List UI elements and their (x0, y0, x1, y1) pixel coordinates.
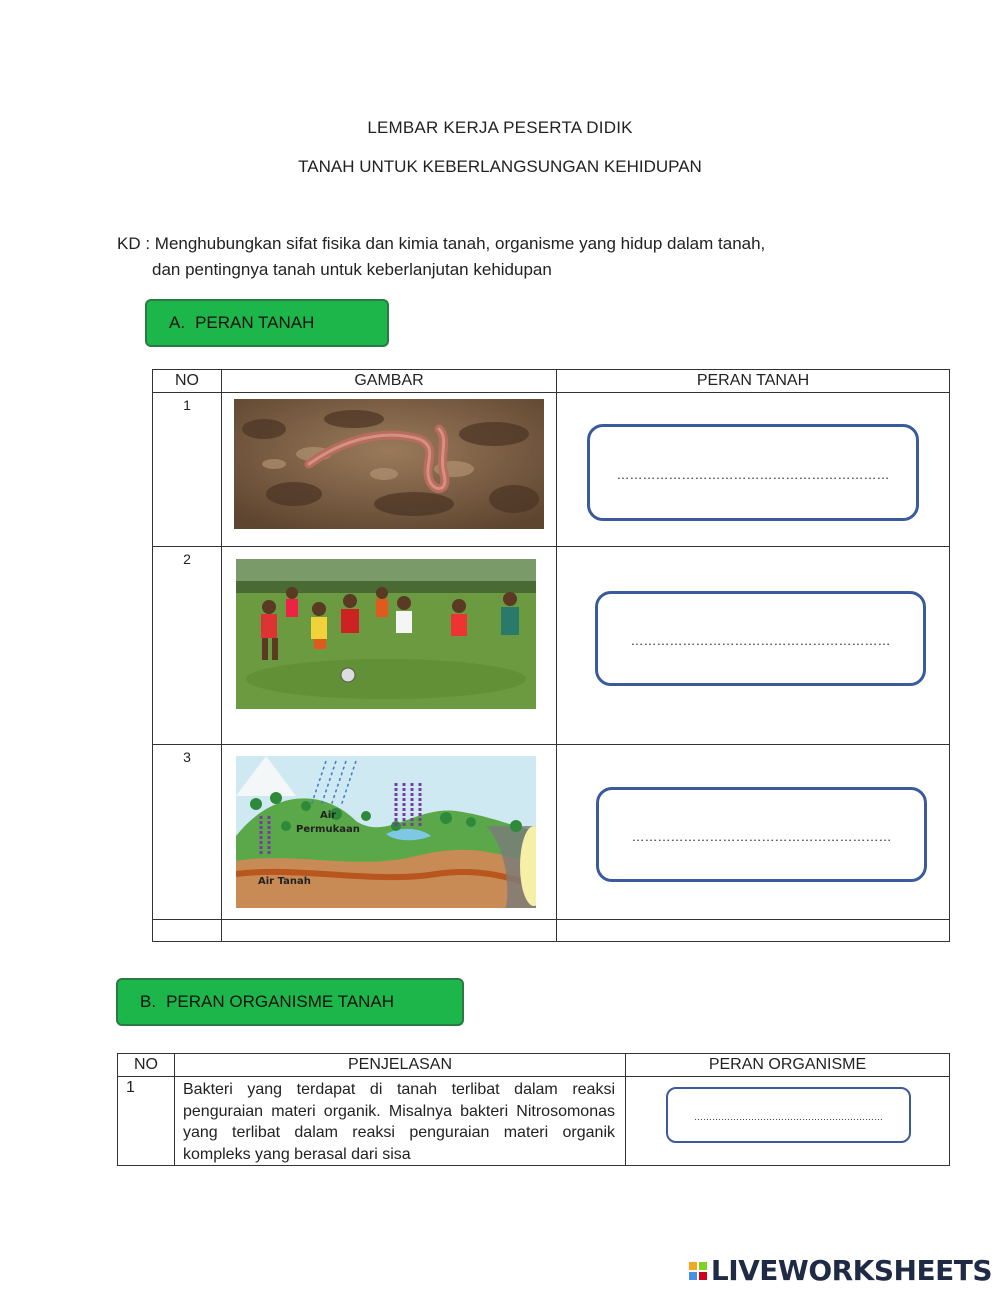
image-cell (222, 547, 557, 745)
answer-box[interactable] (596, 787, 927, 882)
col-header-no: NO (118, 1054, 175, 1077)
water-cycle-image (236, 756, 536, 908)
answer-cell (626, 1077, 950, 1166)
kd-line-1: KD : Menghubungkan sifat fisika dan kimia tanah, organisme yang hidup dalam tanah, (117, 234, 766, 253)
label-permukaan: Permukaan (296, 824, 360, 835)
worksheet-subtitle: TANAH UNTUK KEBERLANGSUNGAN KEHIDUPAN (298, 157, 702, 176)
section-b-label: PERAN ORGANISME TANAH (166, 992, 395, 1011)
col-header-penjelasan: PENJELASAN (175, 1054, 626, 1077)
answer-placeholder: ……………………………………………………… (694, 1112, 883, 1122)
row-number: 2 (153, 547, 222, 745)
label-air: Air (320, 810, 337, 821)
col-header-peran-tanah: PERAN TANAH (557, 370, 950, 393)
worksheet-title: LEMBAR KERJA PESERTA DIDIK (367, 118, 633, 137)
description-cell: Bakteri yang terdapat di tanah terlibat dalam reaksi penguraian materi organik. Misalnya bakteri Nitrosomonas yang terlibat dalam reaksi penguraian materi organik kompleks yang berasal dari sisa (175, 1077, 626, 1166)
section-b-letter: B. (140, 992, 157, 1011)
section-a-heading (145, 299, 389, 347)
empty-cell (222, 920, 557, 942)
peran-tanah-table (152, 369, 950, 942)
row-number: 1 (118, 1077, 175, 1166)
col-header-no: NO (153, 370, 222, 393)
answer-placeholder: …………………………………………………… (630, 633, 891, 648)
earthworm-soil-image (234, 399, 544, 529)
answer-cell (557, 547, 950, 745)
table-row (118, 1077, 950, 1166)
table-row (153, 745, 950, 920)
label-air-tanah: Air Tanah (258, 876, 311, 887)
table-row (153, 393, 950, 547)
row-number: 3 (153, 745, 222, 920)
peran-organisme-table (117, 1053, 950, 1166)
col-header-peran-organisme: PERAN ORGANISME (626, 1054, 950, 1077)
answer-placeholder: ……………………………………………………… (616, 467, 890, 482)
row-number: 1 (153, 393, 222, 547)
answer-cell (557, 393, 950, 547)
answer-box[interactable] (595, 591, 926, 686)
empty-cell (153, 920, 222, 942)
table-row-empty (153, 920, 950, 942)
liveworksheets-logo (689, 1254, 992, 1287)
logo-blocks-icon (689, 1262, 707, 1280)
table-row (153, 547, 950, 745)
answer-box[interactable] (666, 1087, 911, 1143)
col-header-gambar: GAMBAR (222, 370, 557, 393)
answer-box[interactable] (587, 424, 919, 521)
image-cell (222, 393, 557, 547)
section-a-letter: A. (169, 313, 186, 332)
logo-text: LIVEWORKSHEETS (710, 1254, 992, 1287)
answer-placeholder: …………………………………………………… (631, 829, 892, 844)
section-a-label: PERAN TANAH (195, 313, 315, 332)
section-b-heading (116, 978, 464, 1026)
kids-playing-football-image (236, 559, 536, 709)
kd-line-2: dan pentingnya tanah untuk keberlanjutan kehidupan (152, 260, 552, 279)
image-cell (222, 745, 557, 920)
answer-cell (557, 745, 950, 920)
empty-cell (557, 920, 950, 942)
